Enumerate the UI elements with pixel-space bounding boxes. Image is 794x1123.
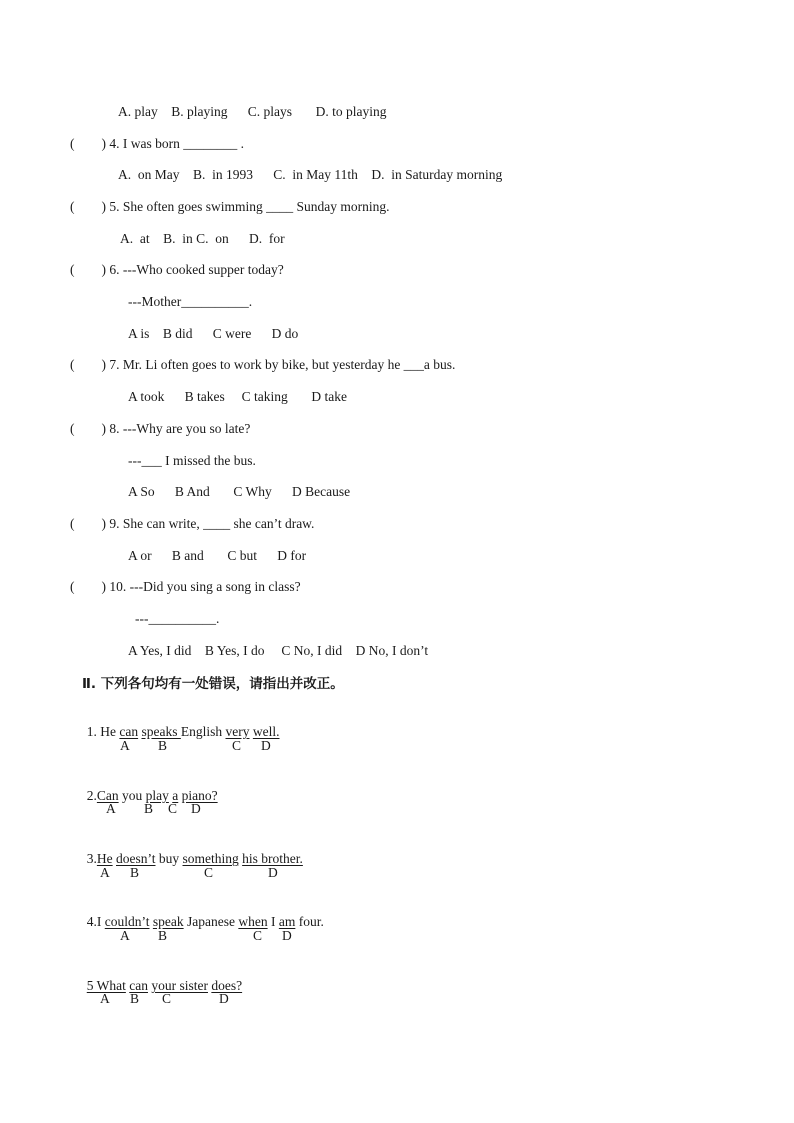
sentence: 2.Can you play a piano?: [86, 788, 218, 803]
answer-options: A. on May B. in 1993 C. in May 11th D. in Saturday morning: [118, 167, 503, 182]
sentence: 4.I couldn’t speak Japanese when I am four.: [86, 914, 324, 929]
option-letter: C: [168, 801, 178, 816]
option-letter: C: [162, 991, 172, 1006]
answer-options: A. at B. in C. on D. for: [120, 231, 285, 246]
question-stem: ( ) 9. She can write, ____ she can’t draw.: [70, 516, 315, 531]
option-letter: D: [191, 801, 201, 816]
question-stem: ( ) 7. Mr. Li often goes to work by bike, but yesterday he ___a bus.: [70, 357, 456, 372]
option-letter: A: [120, 928, 130, 943]
option-letter: B: [130, 865, 140, 880]
option-letter: D: [219, 991, 229, 1006]
option-letter: A: [120, 738, 130, 753]
q3-options: A. play B. playing C. plays D. to playing: [118, 104, 387, 119]
option-letter: B: [144, 801, 154, 816]
answer-options: A Yes, I did B Yes, I do C No, I did D No, I don’t: [128, 643, 429, 658]
sentence: 1. He can speaks English very well.: [86, 724, 280, 739]
dialogue-line: ---Mother__________.: [128, 294, 253, 309]
answer-options: A took B takes C taking D take: [128, 389, 347, 404]
question-stem: ( ) 10. ---Did you sing a song in class?: [70, 579, 301, 594]
question-stem: ( ) 8. ---Why are you so late?: [70, 421, 251, 436]
answer-options: A or B and C but D for: [128, 548, 307, 563]
sentence: 5 What can your sister does?: [86, 978, 243, 993]
option-letter: B: [158, 738, 168, 753]
sentence: 3.He doesn’t buy something his brother.: [86, 851, 303, 866]
option-letter: C: [253, 928, 263, 943]
dialogue-line: ---__________.: [135, 611, 220, 626]
option-letter: C: [232, 738, 242, 753]
option-letter: A: [100, 865, 110, 880]
option-letter: D: [261, 738, 271, 753]
question-stem: ( ) 5. She often goes swimming ____ Sunday morning.: [70, 199, 390, 214]
answer-options: A is B did C were D do: [128, 326, 299, 341]
question-stem: ( ) 6. ---Who cooked supper today?: [70, 262, 284, 277]
option-letter: A: [100, 991, 110, 1006]
section-heading: Ⅱ. 下列各句均有一处错误，请指出并改正。: [82, 676, 344, 692]
question-stem: ( ) 4. I was born ________ .: [70, 136, 244, 151]
option-letter: D: [268, 865, 278, 880]
option-letter: A: [106, 801, 116, 816]
option-letter: D: [282, 928, 292, 943]
option-letter: B: [158, 928, 168, 943]
dialogue-line: ---___ I missed the bus.: [128, 453, 256, 468]
option-letter: B: [130, 991, 140, 1006]
option-letter: C: [204, 865, 214, 880]
answer-options: A So B And C Why D Because: [128, 484, 351, 499]
